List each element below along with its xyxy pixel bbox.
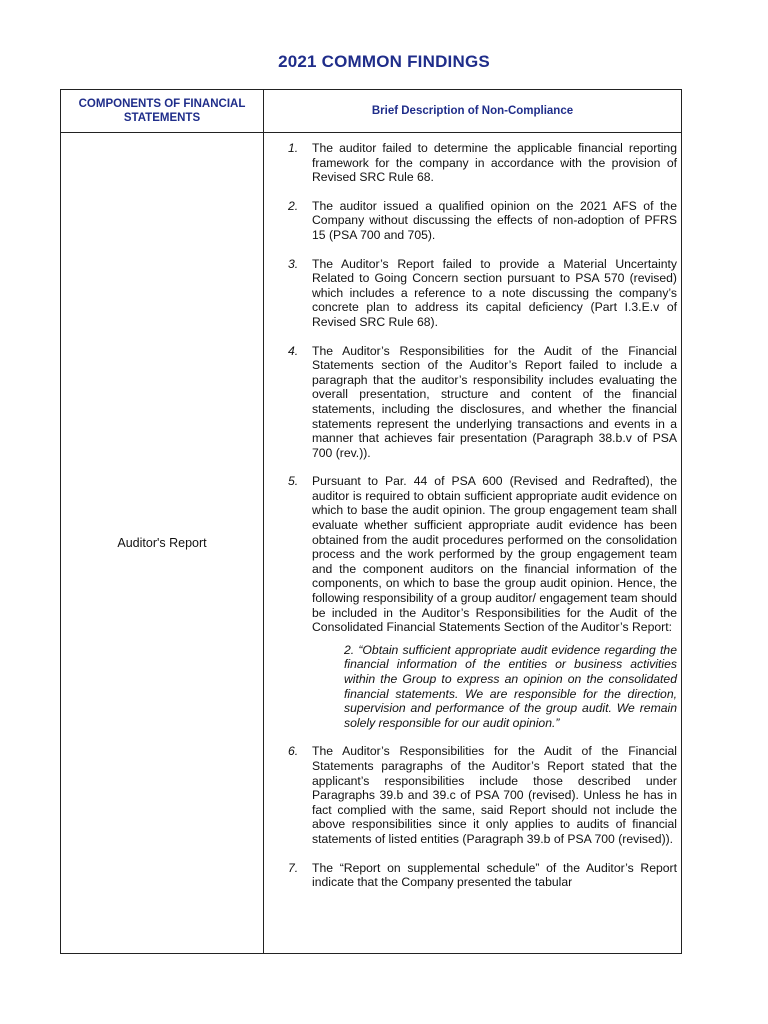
findings-table — [60, 89, 682, 954]
list-item — [288, 474, 677, 730]
item-number: 1. — [288, 141, 299, 155]
description-cell — [264, 133, 682, 954]
item-text: The Auditor’s Responsibilities for the Audit of the Financial Statements section of the Auditor’s Report failed to include a paragraph that the auditor’s responsibility includes evaluating the overall presentation, structure and content of the financial statements, including the disclosures, and whether the financial statements represent the underlying transactions and events in a manner that achieves fair presentation (Paragraph 38.b.v of PSA 700 (rev.)). — [312, 343, 677, 460]
item-number: 7. — [288, 860, 299, 875]
table-row — [61, 133, 682, 954]
table-header-row — [61, 90, 682, 133]
item-text: Pursuant to Par. 44 of PSA 600 (Revised and Redrafted), the auditor is required to obtain sufficient appropriate audit evidence on which to base the audit opinion. The group engagement team shall evaluate whether sufficient appropriate audit evidence has been obtained from the audit procedures performed on the consolidation process and the work performed by the group engagement team and the component auditors on the financial information of the components, on which to base the group audit opinion. Hence, the following responsibility of a group auditor/ engagement team should be included in the Auditor’s Responsibilities for the Audit of the Consolidated Financial Statements Section of the Auditor’s Report: — [312, 474, 677, 635]
quoted-responsibility: 2. “Obtain sufficient appropriate audit evidence regarding the financial information of the entities or business activities within the Group to express an opinion on the consolidated financial statements. We are responsible for the direction, supervision and performance of the group audit. We remain solely responsible for our audit opinion.” — [344, 642, 677, 730]
list-item — [288, 199, 677, 243]
list-item — [288, 744, 677, 846]
component-cell: Auditor's Report — [61, 133, 264, 954]
item-text: The Auditor’s Responsibilities for the Audit of the Financial Statements paragraphs of the Auditor’s Report stated that the applicant’s responsibilities include those described under Paragraphs 39.b and 39.c of PSA 700 (revised). Unless he has in fact complied with the same, said Report should not include the above responsibilities since it only applies to audits of financial statements of listed entities (Paragraph 39.b of PSA 700 (revised)). — [312, 744, 677, 846]
findings-list — [288, 141, 677, 890]
header-components: COMPONENTS OF FINANCIAL STATEMENTS — [61, 90, 264, 133]
item-text: The auditor failed to determine the applicable financial reporting framework for the company in accordance with the provision of Revised SRC Rule 68. — [312, 141, 677, 185]
item-number: 4. — [288, 343, 299, 358]
list-item — [288, 141, 677, 185]
item-text: The Auditor’s Report failed to provide a Material Uncertainty Related to Going Concern section pursuant to PSA 570 (revised) which includes a reference to a note discussing the company’s concrete plan to address its capital deficiency (Part I.3.E.v of Revised SRC Rule 68). — [312, 256, 677, 329]
page-title: 2021 COMMON FINDINGS — [278, 52, 490, 71]
item-number: 2. — [288, 198, 299, 213]
item-number: 6. — [288, 744, 299, 759]
item-text: The auditor issued a qualified opinion on the 2021 AFS of the Company without discussing the effects of non-adoption of PFRS 15 (PSA 700 and 705). — [312, 198, 677, 242]
list-item — [288, 257, 677, 330]
list-item — [288, 344, 677, 461]
item-number: 3. — [288, 256, 299, 271]
list-item — [288, 861, 677, 890]
item-text: The “Report on supplemental schedule” of the Auditor’s Report indicate that the Company presented the tabular — [312, 860, 677, 890]
header-description: Brief Description of Non-Compliance — [264, 90, 682, 133]
item-number: 5. — [288, 474, 299, 489]
